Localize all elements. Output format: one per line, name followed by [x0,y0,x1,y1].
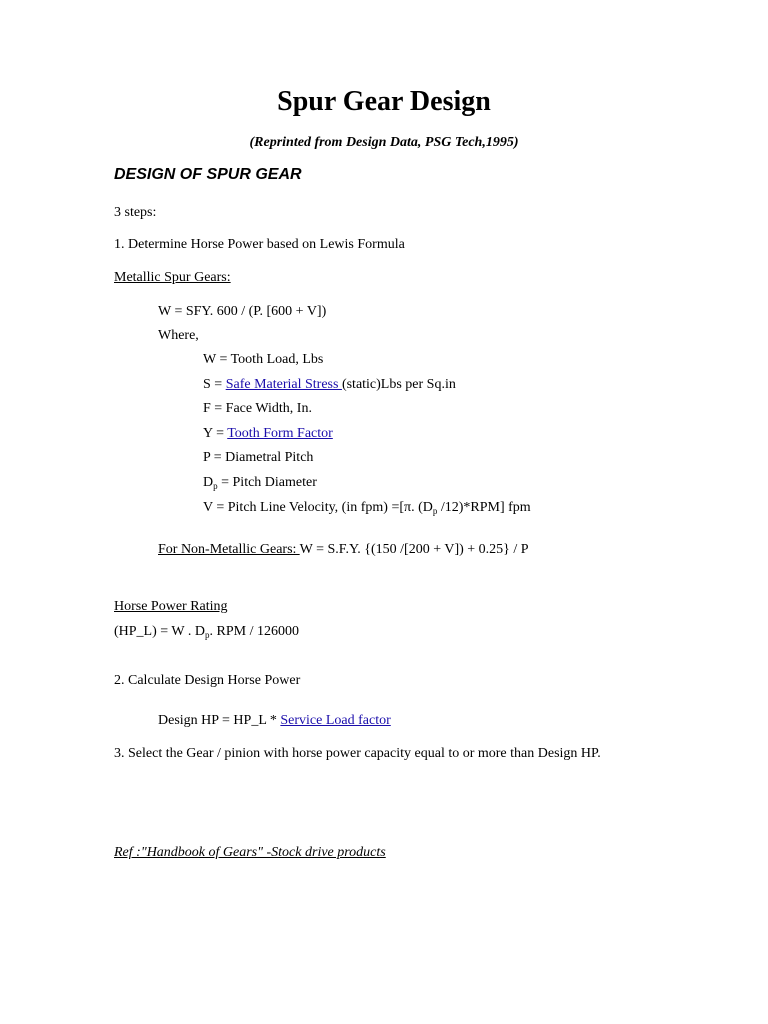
hp-rating-heading: Horse Power Rating [114,599,228,614]
non-metallic-line [158,543,529,557]
design-hp-line [158,714,391,728]
non-metallic-formula: W = S.F.Y. {(150 /[200 + V]) + 0.25} / P [299,542,529,557]
section-heading: DESIGN OF SPUR GEAR [114,166,302,183]
subtitle: (Reprinted from Design Data, PSG Tech,1995) [249,135,519,150]
var-s [203,378,456,392]
metallic-heading: Metallic Spur Gears: [114,270,231,285]
reference-note: Ref :"Handbook of Gears" -Stock drive products [114,845,386,860]
non-metallic-label: For Non-Metallic Gears: [158,542,300,557]
var-s-suffix: (static)Lbs per Sq.in [341,377,456,392]
tooth-form-factor-link[interactable]: Tooth Form Factor [227,426,333,441]
var-p: P = Diametral Pitch [203,450,314,465]
page-title: Spur Gear Design [277,86,491,117]
steps-intro: 3 steps: [114,205,157,220]
where-label: Where, [158,328,199,343]
hp-formula-part1: (HP_L) = W . D [114,624,205,639]
step-1: 1. Determine Horse Power based on Lewis Formula [114,237,405,252]
var-v [203,501,531,515]
var-v-part1: V = Pitch Line Velocity, (in fpm) =[π. (D [203,500,433,515]
var-dp-letter: D [203,475,214,490]
design-hp-prefix: Design HP = HP_L * [158,713,281,728]
var-v-part2: /12)*RPM] fpm [437,500,531,515]
hp-formula-part2: . RPM / 126000 [209,624,299,639]
service-load-factor-link[interactable]: Service Load factor [280,713,391,728]
step-3: 3. Select the Gear / pinion with horse power capacity equal to or more than Design HP. [114,746,601,761]
hp-formula-sub: p [205,630,210,640]
lewis-formula: W = SFY. 600 / (P. [600 + V]) [158,304,327,319]
var-s-prefix: S = [203,377,226,392]
var-y-prefix: Y = [203,426,228,441]
var-dp-rest: = Pitch Diameter [217,475,317,490]
hp-formula [114,625,299,639]
step-2: 2. Calculate Design Horse Power [114,673,301,688]
var-y [203,427,333,441]
var-dp [203,476,317,490]
var-f: F = Face Width, In. [203,401,312,416]
safe-material-stress-link[interactable]: Safe Material Stress [225,377,342,392]
var-w: W = Tooth Load, Lbs [203,352,324,367]
var-v-sub: p [432,506,438,516]
var-dp-sub: p [213,481,218,491]
